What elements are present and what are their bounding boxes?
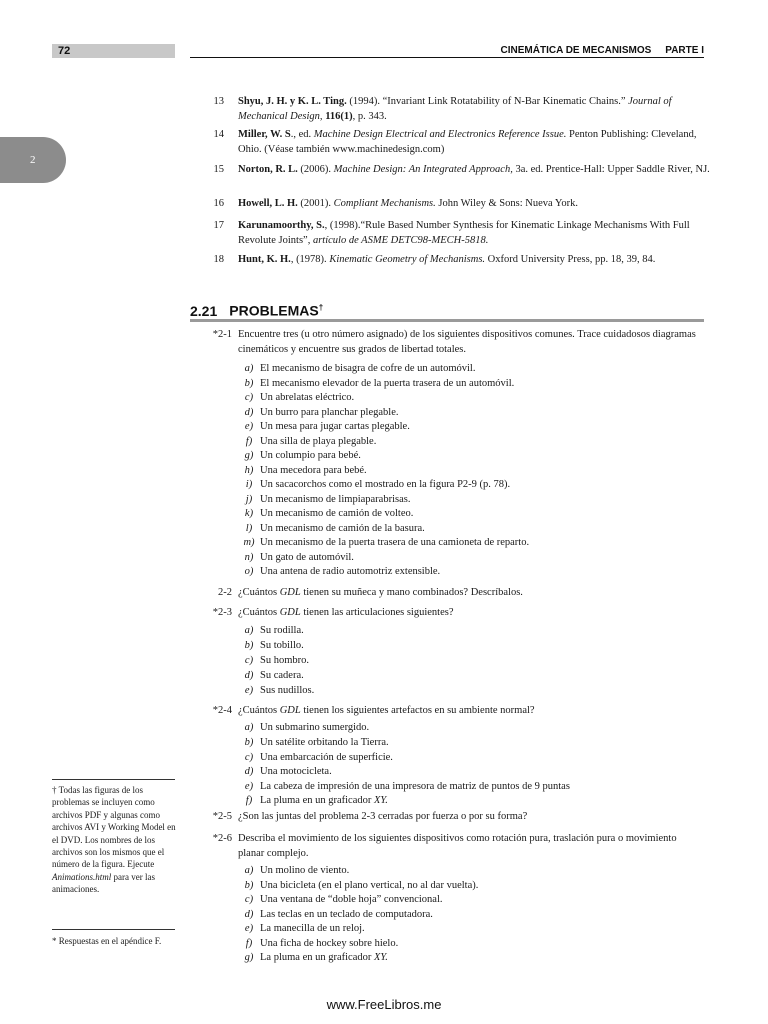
sub-item: c) Su hombro. bbox=[244, 655, 310, 666]
sub-item: c) Un abrelatas eléctrico. bbox=[244, 392, 355, 403]
problem-item bbox=[190, 606, 705, 621]
sub-item: b) Una bicicleta (en el plano vertical, no al dar vuelta). bbox=[244, 879, 479, 891]
section-rule bbox=[190, 319, 704, 322]
reference-text: Norton, R. L. (2006). Machine Design: An Integrated Approach, 3a. ed. Prentice-Hall: Upper Saddle River, NJ. bbox=[238, 164, 710, 175]
problem-item bbox=[190, 328, 705, 357]
reference-item bbox=[200, 162, 710, 177]
sidenote-figures: † Todas las figuras de los problemas se incluyen como archivos PDF y algunas como archivos AVI y Working Model en el DVD. Los nombres de los archivos son los mismos que el número de la figura. Ejecute Animations.html para ver las animaciones. bbox=[52, 785, 176, 895]
sub-item: o) Una antena de radio automotriz extensible. bbox=[244, 566, 441, 577]
page-number: 72 bbox=[58, 45, 71, 57]
chapter-title: CINEMÁTICA DE MECANISMOS bbox=[500, 45, 652, 56]
sub-item: a) El mecanismo de bisagra de cofre de un automóvil. bbox=[244, 363, 476, 374]
reference-number: 16 bbox=[213, 198, 224, 209]
reference-text: Miller, W. S., ed. Machine Design Electrical and Electronics Reference Issue. Penton Publishing: Cleveland, Ohio. (Véase también www.machinedesign.com) bbox=[238, 129, 697, 155]
reference-number: 17 bbox=[213, 220, 224, 231]
sub-item: m) Un mecanismo de la puerta trasera de una camioneta de reparto. bbox=[243, 537, 530, 548]
reference-number: 13 bbox=[213, 96, 224, 107]
sub-item: e) Sus nudillos. bbox=[244, 685, 315, 696]
problem-number: *2-6 bbox=[212, 833, 232, 844]
sub-item: d) Las teclas en un teclado de computadora. bbox=[244, 908, 433, 920]
problem-item bbox=[190, 586, 705, 601]
reference-item bbox=[200, 196, 710, 211]
problem-number: *2-4 bbox=[212, 705, 232, 716]
problem-item bbox=[190, 832, 705, 861]
problem-text: ¿Cuántos GDL tienen los siguientes artefactos en su ambiente normal? bbox=[238, 705, 535, 716]
sub-item: b) El mecanismo elevador de la puerta trasera de un automóvil. bbox=[244, 377, 515, 389]
sub-item: a) Su rodilla. bbox=[244, 625, 304, 636]
footer-url: www.FreeLibros.me bbox=[326, 997, 442, 1012]
sub-item: l) Un mecanismo de camión de la basura. bbox=[245, 522, 425, 534]
running-header bbox=[501, 44, 704, 58]
reference-number: 18 bbox=[213, 254, 224, 265]
reference-text: Karunamoorthy, S., (1998).“Rule Based Number Synthesis for Kinematic Linkage Mechanisms With Full Revolute Joints”, artículo de ASME DETC98-MECH-5818. bbox=[238, 220, 690, 246]
sub-item: c) Una embarcación de superficie. bbox=[244, 751, 393, 763]
section-title: PROBLEMAS bbox=[229, 302, 319, 319]
sub-item: d) Un burro para planchar plegable. bbox=[244, 406, 399, 418]
sub-item: f) Una silla de playa plegable. bbox=[245, 435, 377, 447]
sub-item: g) La pluma en un graficador XY. bbox=[244, 952, 388, 963]
sub-item: n) Un gato de automóvil. bbox=[244, 551, 354, 563]
section-footnote-mark: † bbox=[318, 303, 324, 312]
section-heading bbox=[190, 298, 323, 321]
problem-text: Encuentre tres (u otro número asignado) de los siguientes dispositivos comunes. Trace cuidadosos diagramas cinemáticos y encuentre sus grados de libertad totales. bbox=[238, 329, 696, 355]
sub-item: e) La manecilla de un reloj. bbox=[244, 923, 365, 934]
chapter-tab: 2 bbox=[0, 137, 66, 183]
problem-item bbox=[190, 704, 705, 719]
sub-item: d) Una motocicleta. bbox=[244, 766, 332, 777]
sub-item: k) Un mecanismo de camión de volteo. bbox=[244, 508, 414, 519]
reference-number: 14 bbox=[213, 129, 224, 140]
sub-item: d) Su cadera. bbox=[244, 670, 304, 681]
sub-item: e) Un mesa para jugar cartas plegable. bbox=[244, 421, 410, 432]
section-number: 2.21 bbox=[190, 302, 218, 319]
sub-item: b) Su tobillo. bbox=[244, 640, 304, 651]
problem-text: ¿Son las juntas del problema 2-3 cerradas por fuerza o por su forma? bbox=[238, 811, 528, 822]
problem-number: 2-2 bbox=[218, 587, 232, 598]
reference-item bbox=[200, 94, 710, 124]
sub-item: f) La pluma en un graficador XY. bbox=[245, 795, 388, 806]
sub-item: g) Un columpio para bebé. bbox=[244, 450, 361, 461]
problem-number: *2-3 bbox=[212, 607, 232, 618]
sub-item: h) Una mecedora para bebé. bbox=[244, 464, 367, 476]
problem-text: Describa el movimiento de los siguientes dispositivos como rotación pura, traslación pura o movimiento planar complejo. bbox=[238, 833, 677, 859]
reference-text: Howell, L. H. (2001). Compliant Mechanisms. John Wiley & Sons: Nueva York. bbox=[238, 198, 579, 209]
problem-item bbox=[190, 810, 705, 825]
problem-text: ¿Cuántos GDL tienen su muñeca y mano combinados? Descríbalos. bbox=[238, 587, 523, 598]
sub-item: c) Una ventana de “doble hoja” convencional. bbox=[244, 894, 443, 905]
sub-item: i) Un sacacorchos como el mostrado en la figura P2-9 (p. 78). bbox=[245, 479, 511, 490]
problem-number: *2-5 bbox=[212, 811, 232, 822]
reference-item bbox=[200, 127, 710, 157]
reference-number: 15 bbox=[213, 164, 224, 175]
sub-item: a) Un submarino sumergido. bbox=[244, 722, 370, 733]
sub-item: f) Una ficha de hockey sobre hielo. bbox=[245, 937, 399, 949]
sub-item: j) Un mecanismo de limpiaparabrisas. bbox=[245, 493, 411, 505]
part-label: PARTE I bbox=[665, 45, 704, 56]
sidenote-rule bbox=[52, 779, 175, 780]
sub-item: e) La cabeza de impresión de una impresora de matriz de puntos de 9 puntas bbox=[244, 780, 570, 792]
reference-text: Shyu, J. H. y K. L. Ting. (1994). “Invariant Link Rotatability of N-Bar Kinematic Chains.” Journal of Mechanical Design, 116(1), p. 343. bbox=[238, 96, 672, 122]
reference-item bbox=[200, 218, 710, 248]
page-number-bar bbox=[52, 44, 175, 58]
problem-number: *2-1 bbox=[212, 329, 232, 340]
reference-item bbox=[200, 252, 710, 267]
problem-text: ¿Cuántos GDL tienen las articulaciones siguientes? bbox=[238, 607, 454, 618]
sidenote-answers: * Respuestas en el apéndice F. bbox=[52, 936, 162, 946]
sub-item: a) Un molino de viento. bbox=[244, 865, 350, 876]
sub-item: b) Un satélite orbitando la Tierra. bbox=[244, 737, 389, 748]
sidenote-rule bbox=[52, 929, 175, 930]
reference-text: Hunt, K. H., (1978). Kinematic Geometry of Mechanisms. Oxford University Press, pp. 18, 39, 84. bbox=[238, 254, 656, 265]
